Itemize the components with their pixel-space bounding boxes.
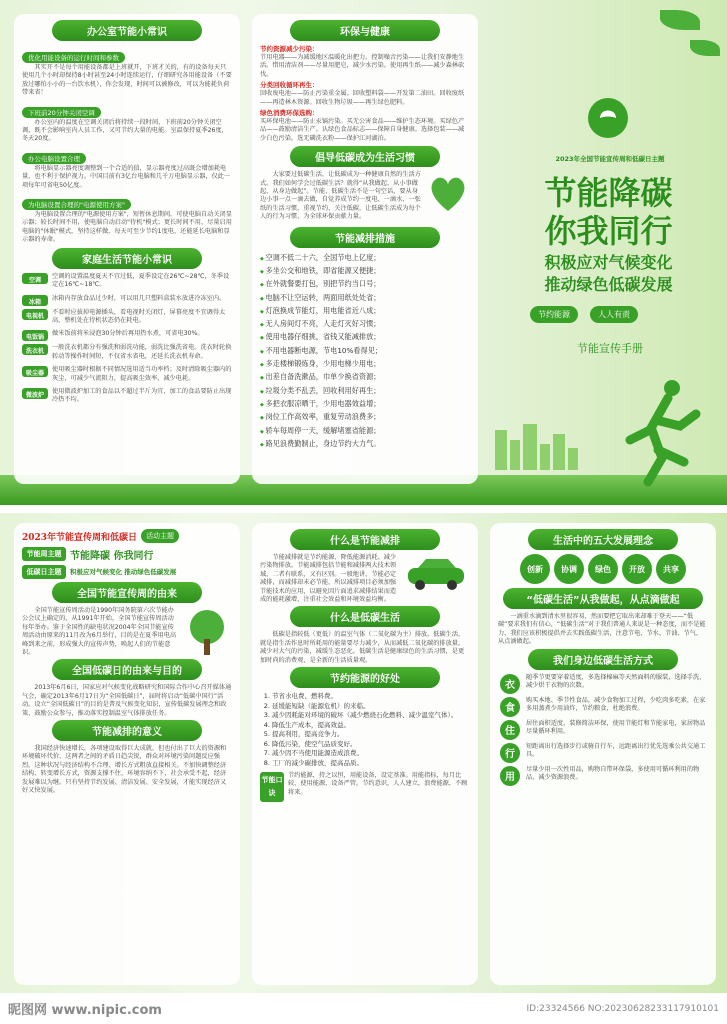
concept-circle: 开放	[622, 554, 652, 584]
tip-head: 下班前20分钟关闭空调	[22, 107, 101, 118]
low-life-text: 一滴重水滴到清水里很容易，然而要把它取出来却难于登天——“低碳”要求我们有信心，“低碳生活”对于我们普通人来说是一种态度，而不是能力，我们应该积极提倡并去实践低碳生活，注意节电、节水、节油、节气，从点滴做起。	[498, 613, 706, 646]
section-title: 家庭生活节能小常识	[52, 248, 202, 269]
list-item: ◆ 垃圾分类不乱丢，回收利用好再生；	[260, 385, 470, 398]
section-title: 倡导低碳成为生活习惯	[290, 146, 440, 167]
list-item: ◆ 轿车每周停一天，缓解堵塞省能源；	[260, 425, 470, 438]
day-theme	[22, 565, 232, 579]
activity-banner	[22, 529, 232, 543]
heart-leaf-icon	[426, 171, 470, 215]
tip-item	[22, 100, 232, 144]
list-item: ◆ 多坐公交和地铁，即省能源又便捷；	[260, 265, 470, 278]
cover-title-line1: 节能降碳	[544, 174, 673, 212]
home-tag: 洗衣机	[22, 344, 48, 355]
home-text: 使用微波炉加工的食品以不超过半斤为宜，加工的食品要防止出现冷热不均。	[52, 387, 232, 404]
block-head: 绿色消费环保选购：	[260, 109, 319, 118]
globe-leaf-logo-icon	[578, 92, 638, 142]
watermark-id: ID:23324566 NO:20230628233117910101	[526, 1003, 719, 1014]
city-skyline-icon	[490, 420, 610, 470]
block-text: 买环保电池——防止汞镉污染。买无公害食品——维护生态环境。买绿色产品——鼓励清洁生产。认绿色食品标志——保障自身健康。选择包装——减少白色污染。选无磷洗衣粉——保护江河湖泊。	[260, 118, 465, 142]
runner-silhouette-icon	[600, 370, 720, 490]
list-item: ◆ 岗位工作高效率，重复劳动浪费多；	[260, 411, 470, 424]
home-tip	[22, 330, 232, 341]
origin-text: 全国节能宣传周活动是1990年国务院第六次节能办公会议上确定的，从1991年开始，全国节能宣传周活动每年举办。鉴于全国性的缺电状况2004年全国节能宣传周活动由原来的11月改为6月举行，目的是在夏季用电高峰到来之前，形成强大的宣传声势，唤起人们的节能意识。	[22, 607, 177, 657]
list-item: ◆ 在外就餐要打包，别把节约当口号；	[260, 278, 470, 291]
block-head: 节约资源减少污染：	[260, 45, 319, 53]
list-item: ◆ 不用电器断电源，节电10%看得见；	[260, 345, 470, 358]
section-title: 我们身边低碳生活方式	[528, 649, 678, 670]
meaning-text: 我国经济快速增长，各项建设取得巨大成就，但也付出了巨大的资源和环境破坏代价，这两者之间的矛盾日趋尖锐，群众对环境污染问题反应强烈。这种状况与经济结构不合理、增长方式粗放直接相关。不加快调整经济结构、转变增长方式，资源支撑不住，环境容纳不下，社会承受不起，经济发展难以为继。只有坚持节约发展、清洁发展、安全发展，才能实现经济又好又快发展。	[22, 745, 227, 795]
list-item: 1. 节省水电费、燃料费。	[272, 692, 470, 702]
theme-badge: 活动主题	[141, 529, 179, 543]
theme-text: 节能降碳 你我同行	[70, 551, 154, 562]
banner-text: 2023年节能宣传周和低碳日	[22, 532, 138, 543]
home-tip	[22, 295, 232, 306]
definition-block	[260, 554, 470, 606]
slogan-block	[260, 772, 470, 802]
way-key: 行	[500, 743, 520, 763]
way-key: 食	[500, 697, 520, 717]
theme-label: 节能周主题	[22, 547, 66, 561]
concept-circle: 共享	[656, 554, 686, 584]
home-tag: 电视机	[22, 309, 48, 320]
leaf-decoration	[690, 40, 720, 56]
theme-label: 低碳日主题	[22, 565, 66, 579]
way-item	[498, 766, 708, 786]
list-item: ◆ 多把衣服凉晒干，少用电器效益增；	[260, 398, 470, 411]
low-carbon-text: 低碳是指较低（更低）的温室气体（二氧化碳为主）排放。低碳生活，就是指生活作息时所耗用的能量要尽力减少，从而减低二氧化碳的排放量，减少对大气的污染，减缓生态恶化。低碳生活是健康绿色的生活习惯，是更加时尚的消费观，是全新的生活质量观。	[260, 631, 465, 664]
outside-sheet	[0, 0, 727, 505]
block-head: 分类回收循环再生：	[260, 81, 319, 90]
home-tip	[22, 309, 232, 328]
origin-block	[22, 607, 232, 659]
theme-text: 积极应对气候变化 推动绿色低碳发展	[70, 568, 177, 576]
tip-head: 办公电脑设置合理	[22, 153, 86, 164]
way-key: 衣	[500, 674, 520, 694]
list-item: 8. 工厂的减少碳排放，提高品质。	[272, 759, 470, 769]
concept-circle: 绿色	[588, 554, 618, 584]
tree-icon	[182, 607, 232, 657]
home-tip	[22, 388, 232, 407]
way-key: 住	[500, 720, 520, 740]
section-title: 节能减排措施	[290, 227, 440, 248]
panel-environment	[252, 14, 478, 484]
way-key: 用	[500, 766, 520, 786]
list-item: ◆ 多走楼梯锻炼身，少用电梯少用电；	[260, 358, 470, 371]
home-tag: 冰箱	[22, 295, 48, 306]
section-title: 全国节能宣传周的由来	[52, 582, 202, 603]
benefit-list	[260, 692, 470, 768]
list-item: ◆ 使用电器仔细挑，省钱又能减排放；	[260, 331, 470, 344]
concept-circle: 创新	[520, 554, 550, 584]
list-item: 7. 减少因不当使用能源造成浪费。	[272, 749, 470, 759]
home-text: 做米饭前将米浸泡30分钟后再用热水煮，可省电30%。	[52, 330, 204, 338]
list-item: 6. 降低污染，使空气品质变好。	[272, 740, 470, 750]
list-item: ◆ 空调不低二十六，全国节电上亿度；	[260, 252, 470, 265]
concept-circles	[498, 554, 708, 584]
slogan-label: 节能口诀	[260, 772, 284, 802]
home-text: 一般洗衣机都分有强洗和弱洗功能，弱洗比强洗省电。洗衣时轮换转动等操作时间短，不仅省水省电，还延长洗衣机寿命。	[52, 344, 232, 360]
way-text: 短距离出行选择步行或骑自行车，远距离出行优先选乘公共交通工具。	[526, 742, 706, 759]
tip-head: 为电脑设置合理的"电源使用方案"	[22, 199, 131, 210]
cover-subtitle-line1: 积极应对气候变化	[544, 253, 673, 272]
carbon-text: 2013年6月6日，国家应对气候变化战略研究和国际合作中心召开媒体通气会，确定2013年6月17日为“全国低碳日”，届时将启动“低碳中国行”活动。设立“全国低碳日”的目的是普及气候变化知识，宣传低碳发展理念和政策，鼓励公众参与，推动落实控制温室气体排放任务。	[22, 684, 232, 717]
block-text: 回收废电池——防止污染重金属。回收塑料袋——开发第二油田。回收废纸——再造林木资源。回收生物垃圾——再生绿色肥料。	[260, 90, 465, 106]
home-tip	[22, 273, 232, 292]
slogan-text: 节约能源，持之以恒，用能设备，设定基准。用能指标，每月比较，使用能源，设备严管。节约意识，人人建立，浪费能源，不顾将来。	[288, 772, 468, 796]
leaf-decoration	[660, 10, 700, 30]
list-item: 5. 提高利用，提高竞争力。	[272, 730, 470, 740]
way-item	[498, 720, 708, 740]
home-text: 空调的设置温度夏天不宜过低，夏季设定在26℃~28℃，冬季设定在16℃~18℃。	[52, 272, 230, 289]
watermark-bar	[0, 993, 727, 1024]
inside-sheet	[0, 513, 727, 993]
section-title: “低碳生活”从我做起，从点滴做起	[503, 588, 703, 609]
watermark-site: 昵图网 www.nipic.com	[8, 1003, 162, 1018]
panel-title: 办公室节能小常识	[52, 20, 202, 41]
panel-activity	[14, 523, 240, 985]
panel-title: 生活中的五大发展理念	[528, 529, 678, 550]
way-item	[498, 697, 708, 717]
tip-head: 优化用能设备的运行时间和参数	[22, 52, 125, 63]
block-text: 节用电器——为减缓地区温暖化出把力。控制噪音污染——让我们安静地生活。惜用清洁剂——尽量用肥皂，减少水污染。使用再生纸——减少森林砍伐。	[260, 54, 465, 78]
list-item: 4. 降低生产成本，提高效益。	[272, 721, 470, 731]
home-text: 不看时应拔掉电源插头，看电视时关闭灯，屏幕亮度不宜调得太高，整机处在待机状态仍在耗电。	[52, 308, 226, 324]
way-item	[498, 674, 708, 694]
list-item: ◆ 出差自备洗漱品，巾单少换省资源；	[260, 371, 470, 384]
cover-panel	[490, 0, 727, 505]
list-item: ◆ 路见浪费勤制止，身边节约大力气。	[260, 438, 470, 451]
section-title: 什么是低碳生活	[290, 606, 440, 627]
definition-text: 节能减排就是节约能源、降低能源消耗、减少污染物排放。节能减排包括节能和减排两大技术领域，二者有联系，又有区别。一般地讲，节能必定减排，而减排却未必节能，所以减排项目必须加强节能技术的应用，以避免因片面追求减排结果而造成的能耗激增，注重社会效益和环境效益均衡。	[260, 554, 397, 604]
home-text: 使用吸尘器时根据不同情况选用适当功率档；及时清除吸尘器内的灰尘，可减少气流阻力，提高吸尘效率，减少电耗。	[52, 366, 232, 382]
low-carbon-block	[260, 171, 470, 223]
tip-text: 办公室内的温度在空调关闭后将持续一段时间，下班前20分钟关闭空调，既不会影响室内人员工作，又可节约大量的电能。室温保持夏季26度，冬天20度。	[22, 118, 228, 143]
slogan-badge: 人人有责	[590, 306, 638, 323]
measure-list	[260, 252, 470, 451]
tip-text: 其实开不是每个用能设备都是上班就开，下班才关的，有的设备每天只使用几个小时却保持8小时甚至24小时连续运行，仔细研究各用能设备（不要放过哪怕小小的一台饮水机），你会发现，时间可以被修改，可以为能耗负荷带来省！	[22, 64, 232, 97]
panel-development	[490, 523, 716, 985]
home-tip	[22, 344, 232, 363]
panel-office-tips	[14, 14, 240, 484]
section-title: 全国低碳日的由来与目的	[52, 659, 202, 680]
list-item: 3. 减少因耗能对环境的破坏（减少燃烧石化燃料、减少温室气体）。	[272, 711, 470, 721]
slogan-badge: 节约能源	[530, 306, 578, 323]
concept-circle: 协调	[554, 554, 584, 584]
list-item: ◆ 灯泡换成节能灯，用电能省近八成；	[260, 305, 470, 318]
tip-item	[22, 146, 232, 190]
way-text: 购买本地、季节性食品，减少食物加工过程，少吃肉多吃素，在家多用蒸煮少用油炸，节约粮食，杜绝浪费。	[526, 696, 706, 713]
tip-text: 为电脑设置合理的"电源使用方案"，短暂休息期间，可使电脑自动关闭显示器；较长时间不用，使电脑自动启动"待机"模式；更长时间不用，尽量启用电脑的"休眠"模式，坚持这样做，每天可至少节约1度电，还能延长电脑和显示器的寿命。	[22, 211, 232, 244]
panel-title: 什么是节能减排	[290, 529, 440, 550]
electric-car-icon	[400, 554, 470, 594]
tip-text: 将电脑显示器亮度调整到一个合适的值，显示器亮度过高既会增加耗电量，也不利于保护视力。中国目前有3亿台电脑和几千万电脑显示器，仅此一项每年可省电50亿度。	[22, 164, 231, 189]
home-tag: 电饭锅	[22, 330, 48, 341]
cover-slogans	[530, 306, 638, 323]
home-tag: 吸尘器	[22, 366, 48, 377]
list-item: 2. 延缓能短缺（能源危机）的来临。	[272, 702, 470, 712]
low-carbon-text: 大家要过低碳生活，让低碳成为一种健康自然的生活方式。我们如何学会过低碳生活？就得“从我做起、从小事做起，从身边做起”。节能、低碳生活不是一句空话，要从身边小事一点一滴去做，自觉养成节约一度电、一滴水、一张纸的生活习惯，重视节约、关注低碳，让低碳生活成为每个人的行为习惯，为全球环保贡献力量。	[260, 171, 421, 221]
week-theme	[22, 547, 232, 562]
tip-item	[22, 192, 232, 245]
way-item	[498, 743, 708, 763]
cover-theme: 2023年全国节能宣传周和低碳日主题	[555, 155, 665, 163]
section-title: 节约能源的好处	[290, 667, 440, 688]
home-tip	[22, 366, 232, 385]
panel-title: 环保与健康	[290, 20, 440, 41]
home-tag: 空调	[22, 273, 48, 284]
way-text: 随季节更要穿着适度，多选择棉麻等天然面料的服装，选择手洗，减少烘干衣物的次数。	[526, 673, 706, 690]
tip-item	[22, 45, 232, 98]
panel-definitions	[252, 523, 478, 985]
list-item: ◆ 无人房间灯不亮，人走灯灭好习惯；	[260, 318, 470, 331]
way-text: 居住面积适度，装修简洁环保，使用节能灯和节能家电，家居物品尽量循环利用。	[526, 719, 706, 736]
cover-subtitle-line2: 推动绿色低碳发展	[544, 275, 673, 294]
cover-manual-label: 节能宣传手册	[577, 342, 643, 355]
way-text: 尽量少用一次性用品，购物自带环保袋，多使用可循环利用的物品，减少资源浪费。	[526, 765, 700, 782]
section-title: 节能减排的意义	[52, 720, 202, 741]
home-tag: 微波炉	[22, 388, 48, 399]
home-text: 冰箱内存放食品过少时，可以用几只塑料盒装水放进冷冻室内。	[52, 294, 226, 302]
list-item: ◆ 电脑不让空运转，两面用纸处处省；	[260, 292, 470, 305]
cover-title-line2: 你我同行	[544, 212, 673, 250]
